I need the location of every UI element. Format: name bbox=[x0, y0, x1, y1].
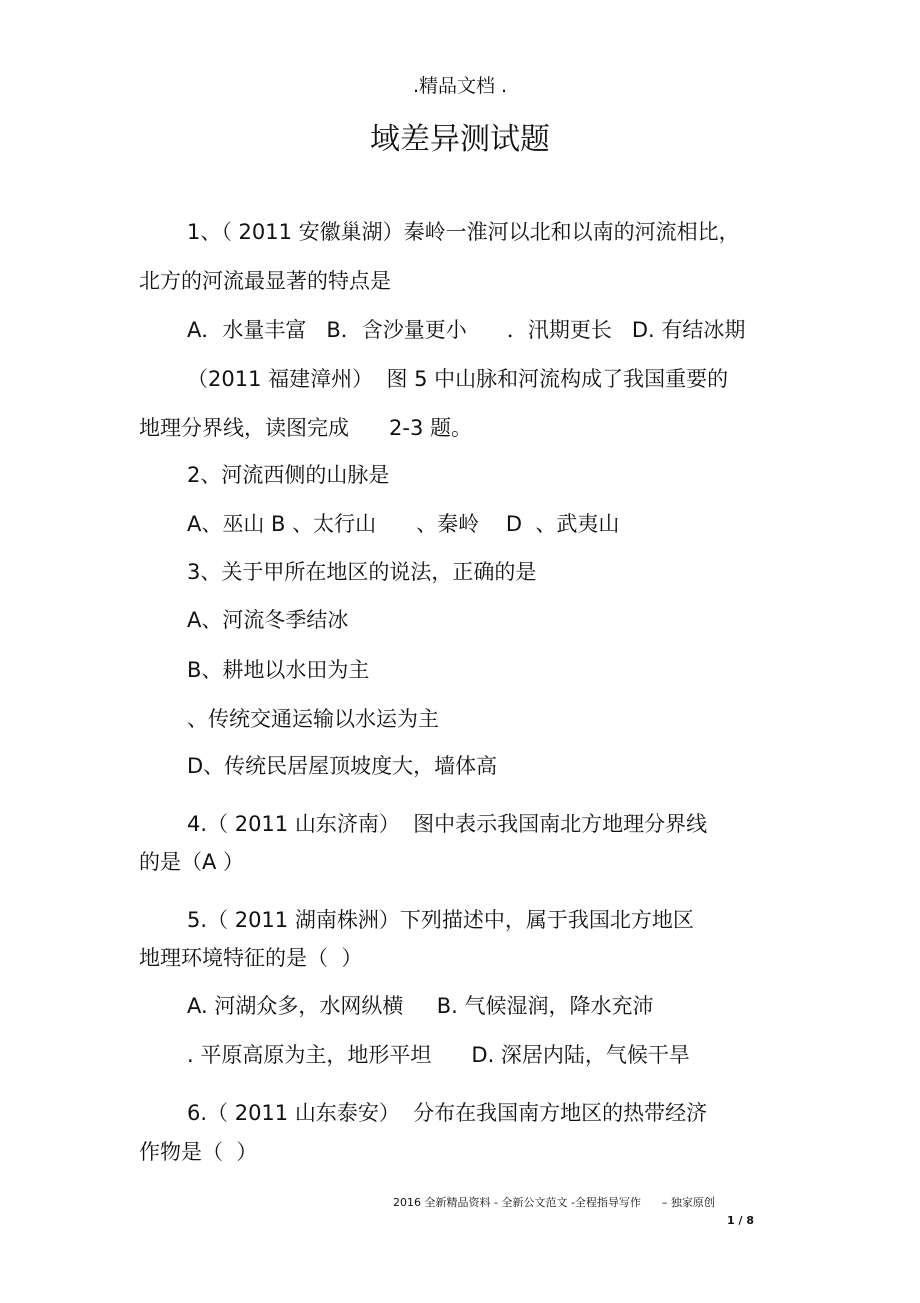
question-3-option-b: B、耕地以水田为主 bbox=[187, 658, 370, 682]
question-5-line-2: 地理环境特征的是（ ） bbox=[139, 946, 363, 970]
question-2: 2、河流西侧的山脉是 bbox=[187, 463, 390, 487]
question-1-line-2: 北方的河流最显著的特点是 bbox=[139, 269, 391, 293]
question-3-option-a: A、河流冬季结冰 bbox=[187, 608, 349, 632]
page-header: .精品文档 . bbox=[412, 75, 508, 97]
footer-text: 2016 全新精品资料 - 全新公文范文 -全程指导写作 – 独家原创 bbox=[393, 1196, 715, 1209]
question-6-line-2: 作物是（ ） bbox=[139, 1140, 258, 1164]
document-title: 域差异测试题 bbox=[370, 122, 550, 157]
question-5-options-cd: . 平原高原为主，地形平坦 D. 深居内陆，气候干旱 bbox=[187, 1043, 690, 1067]
question-5-options-ab: A. 河湖众多，水网纵横 B. 气候湿润，降水充沛 bbox=[187, 994, 654, 1018]
question-5-line-1: 5.（ 2011 湖南株洲）下列描述中，属于我国北方地区 bbox=[187, 908, 694, 932]
intro-2-3-line-2: 地理分界线，读图完成 2-3 题。 bbox=[139, 416, 473, 440]
question-3: 3、关于甲所在地区的说法，正确的是 bbox=[187, 560, 537, 584]
question-1-options: A．水量丰富 B．含沙量更小 ．汛期更长 D. 有结冰期 bbox=[187, 318, 746, 342]
question-3-option-d: D、传统民居屋顶坡度大，墙体高 bbox=[187, 754, 498, 778]
question-1-line-1: 1、（ 2011 安徽巢湖）秦岭一淮河以北和以南的河流相比， bbox=[187, 220, 740, 244]
question-2-options: A、巫山 B 、太行山 、秦岭 D 、武夷山 bbox=[187, 512, 620, 536]
question-4-line-2: 的是（A ） bbox=[139, 850, 245, 874]
page-number: 1 / 8 bbox=[727, 1214, 754, 1227]
intro-2-3-line-1: （2011 福建漳州） 图 5 中山脉和河流构成了我国重要的 bbox=[187, 367, 729, 391]
question-3-option-c: 、传统交通运输以水运为主 bbox=[187, 707, 439, 731]
question-4-line-1: 4.（ 2011 山东济南） 图中表示我国南北方地理分界线 bbox=[187, 812, 708, 836]
question-6-line-1: 6.（ 2011 山东泰安） 分布在我国南方地区的热带经济 bbox=[187, 1101, 708, 1125]
